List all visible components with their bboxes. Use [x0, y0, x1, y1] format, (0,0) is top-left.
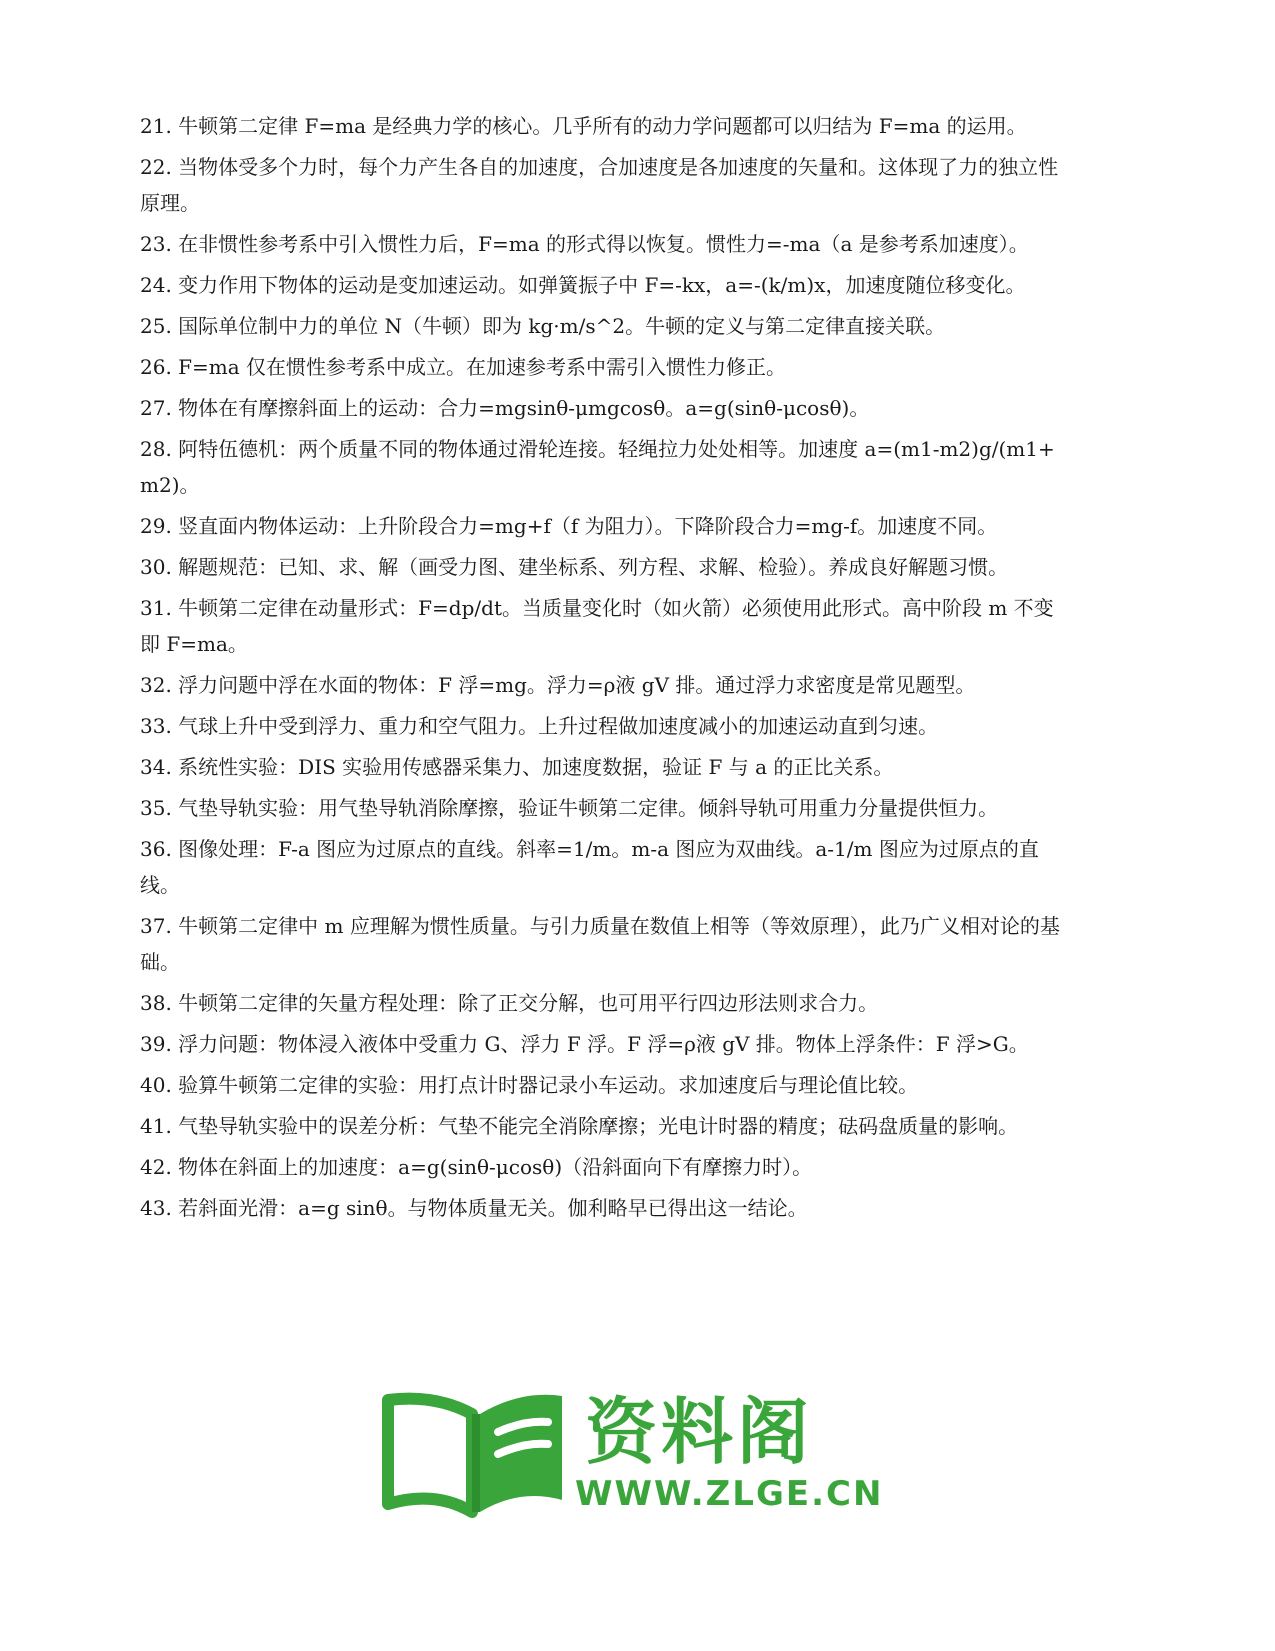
list-item: 40. 验算牛顿第二定律的实验：用打点计时器记录小车运动。求加速度后与理论值比较。 — [140, 1073, 919, 1097]
list-item: 28. 阿特伍德机：两个质量不同的物体通过滑轮连接。轻绳拉力处处相等。加速度 a=(m1-m2)g/(m1+m2)。 — [140, 437, 1055, 497]
list-item: 31. 牛顿第二定律在动量形式：F=dp/dt。当质量变化时（如火箭）必须使用此形式。高中阶段 m 不变即 F=ma。 — [140, 596, 1054, 656]
list-item: 41. 气垫导轨实验中的误差分析：气垫不能完全消除摩擦；光电计时器的精度；砝码盘质量的影响。 — [140, 1114, 1019, 1138]
list-item: 26. F=ma 仅在惯性参考系中成立。在加速参考系中需引入惯性力修正。 — [140, 355, 787, 379]
list-item: 38. 牛顿第二定律的矢量方程处理：除了正交分解，也可用平行四边形法则求合力。 — [140, 991, 879, 1015]
list-item: 35. 气垫导轨实验：用气垫导轨消除摩擦，验证牛顿第二定律。倾斜导轨可用重力分量提供恒力。 — [140, 796, 999, 820]
book-logo-icon — [380, 1392, 570, 1522]
list-item: 37. 牛顿第二定律中 m 应理解为惯性质量。与引力质量在数值上相等（等效原理），此乃广义相对论的基础。 — [140, 914, 1060, 974]
watermark — [380, 1390, 884, 1522]
list-item: 30. 解题规范：已知、求、解（画受力图、建坐标系、列方程、求解、检验）。养成良好解题习惯。 — [140, 555, 1009, 579]
list-item: 34. 系统性实验：DIS 实验用传感器采集力、加速度数据，验证 F 与 a 的正比关系。 — [140, 755, 894, 779]
list-item: 25. 国际单位制中力的单位 N（牛顿）即为 kg·m/s^2。牛顿的定义与第二定律直接关联。 — [140, 314, 946, 338]
list-item: 27. 物体在有摩擦斜面上的运动：合力=mgsinθ-μmgcosθ。a=g(sinθ-μcosθ)。 — [140, 396, 870, 420]
list-item: 42. 物体在斜面上的加速度：a=g(sinθ-μcosθ)（沿斜面向下有摩擦力时）。 — [140, 1155, 813, 1179]
list-item: 32. 浮力问题中浮在水面的物体：F 浮=mg。浮力=ρ液 gV 排。通过浮力求密度是常见题型。 — [140, 673, 976, 697]
list-item: 22. 当物体受多个力时，每个力产生各自的加速度，合加速度是各加速度的矢量和。这体现了力的独立性原理。 — [140, 155, 1059, 215]
list-item: 43. 若斜面光滑：a=g sinθ。与物体质量无关。伽利略早已得出这一结论。 — [140, 1196, 808, 1220]
document-body — [140, 108, 1065, 1231]
list-item: 39. 浮力问题：物体浸入液体中受重力 G、浮力 F 浮。F 浮=ρ液 gV 排。物体上浮条件：F 浮>G。 — [140, 1032, 1029, 1056]
list-item: 33. 气球上升中受到浮力、重力和空气阻力。上升过程做加速度减小的加速运动直到匀速。 — [140, 714, 939, 738]
list-item: 21. 牛顿第二定律 F=ma 是经典力学的核心。几乎所有的动力学问题都可以归结为 F=ma 的运用。 — [140, 114, 1027, 138]
watermark-name: 资料阁 — [585, 1390, 814, 1474]
list-item: 29. 竖直面内物体运动：上升阶段合力=mg+f（f 为阻力）。下降阶段合力=mg-f。加速度不同。 — [140, 514, 998, 538]
watermark-url: WWW.ZLGE.CN — [575, 1474, 884, 1514]
list-item: 36. 图像处理：F-a 图应为过原点的直线。斜率=1/m。m-a 图应为双曲线。a-1/m 图应为过原点的直线。 — [140, 837, 1039, 897]
list-item: 24. 变力作用下物体的运动是变加速运动。如弹簧振子中 F=-kx，a=-(k/m)x，加速度随位移变化。 — [140, 273, 1026, 297]
list-item: 23. 在非惯性参考系中引入惯性力后，F=ma 的形式得以恢复。惯性力=-ma（a 是参考系加速度）。 — [140, 232, 1029, 256]
